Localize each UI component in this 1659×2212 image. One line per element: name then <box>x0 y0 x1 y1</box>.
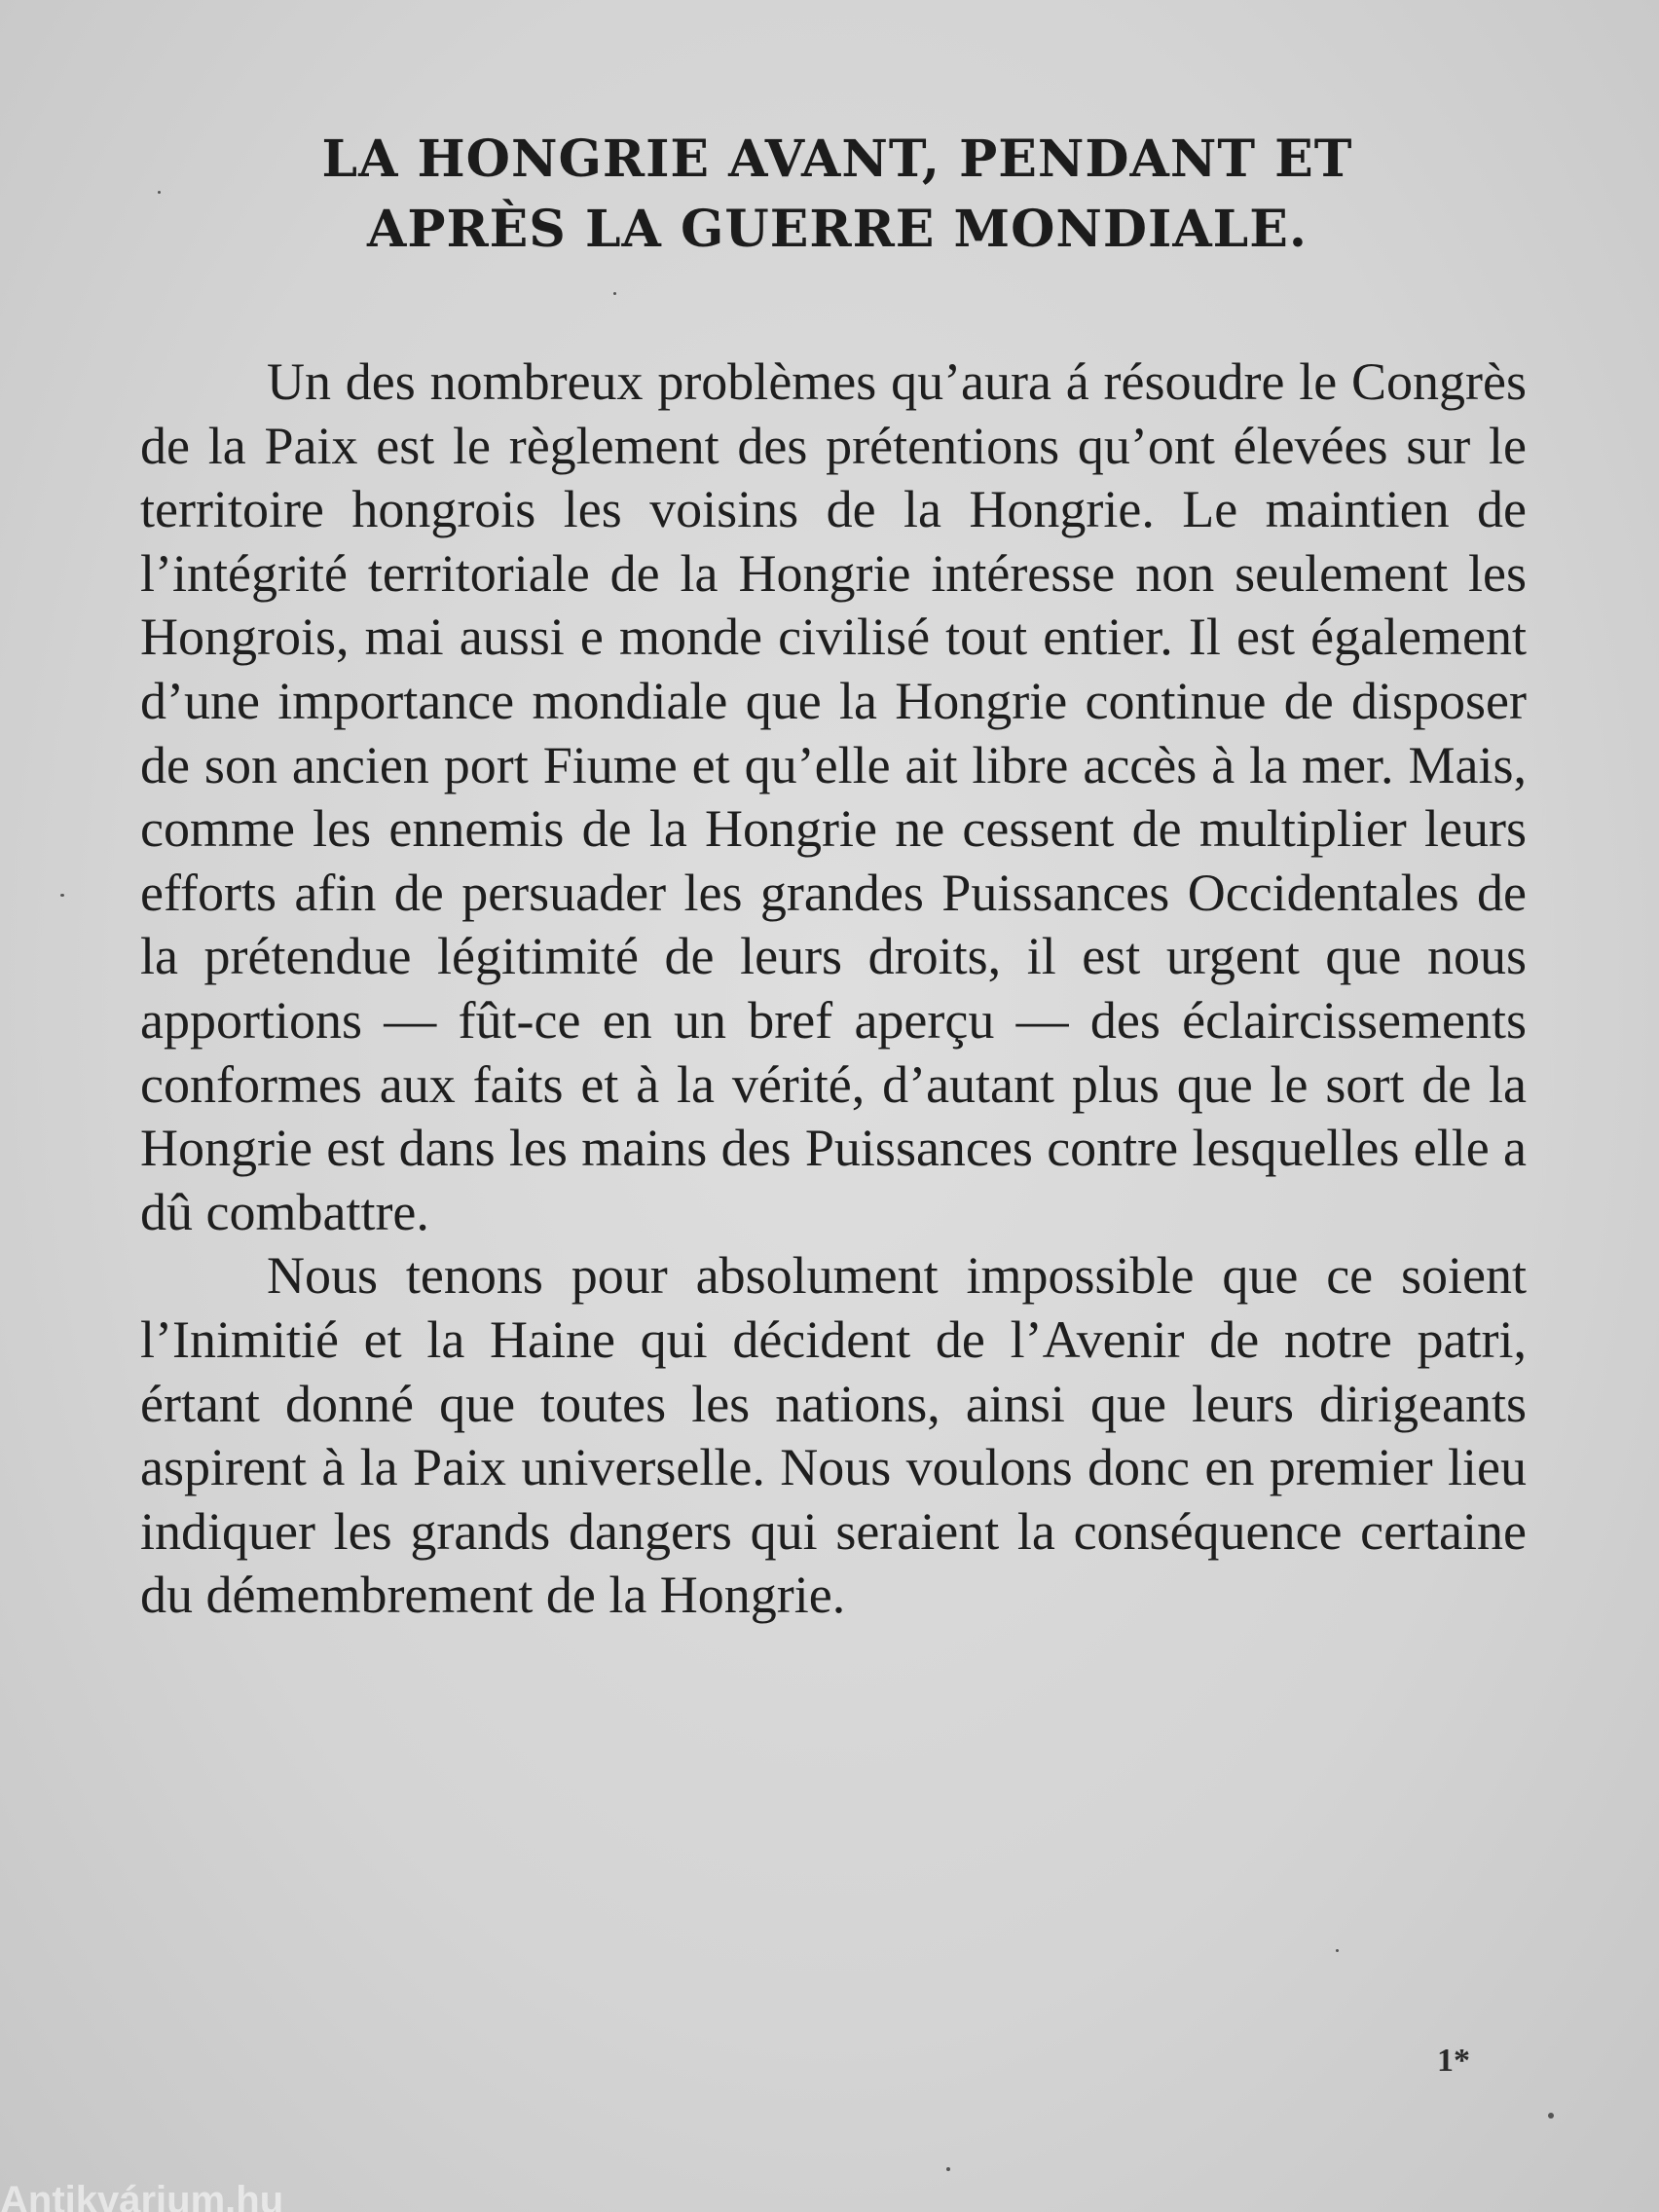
page-title <box>136 125 1538 265</box>
paragraph-2: Nous tenons pour absolument impossible que ce soient l’Inimitié et la Haine qui décident de l’Avenir de notre patri, értant donné que toutes les nations, ainsi que leurs dirigeants aspirent à la Paix universelle. Nous voulons donc en premier lieu indiquer les grands dangers qui seraient la conséquence certaine du démembrement de la Hongrie. <box>140 1246 1527 1625</box>
paper-speck <box>1336 1949 1339 1952</box>
paper-speck <box>158 191 161 194</box>
body-text <box>140 350 1527 1628</box>
paper-speck <box>613 292 616 295</box>
watermark: Antikvárium.hu <box>0 2179 284 2212</box>
title-line-1: LA HONGRIE AVANT, PENDANT ET <box>321 129 1353 189</box>
paper-speck <box>60 894 64 897</box>
paper-speck <box>946 2167 950 2171</box>
paper-speck <box>1548 2113 1554 2119</box>
page-number: 1* <box>1437 2043 1470 2079</box>
title-line-2: APRÈS LA GUERRE MONDIALE. <box>367 200 1308 259</box>
paragraph-1: Un des nombreux problèmes qu’aura á résoudre le Congrès de la Paix est le règlement des prétentions qu’ont élevées sur le territoire hongrois les voisins de la Hongrie. Le maintien de l’intégrité territoriale de la Hongrie intéresse non seulement les Hongrois, mai aussi e monde civilisé tout entier. Il est également d’une importance mondiale que la Hongrie continue de disposer de son ancien port Fiume et qu’elle ait libre accès à la mer. Mais, comme les ennemis de la Hongrie ne cessent de multiplier leurs efforts afin de persuader les grandes Puissances Occidentales de la prétendue légitimité de leurs droits, il est urgent que nous apportions — fût-ce en un bref aperçu — des éclaircissements conformes aux faits et à la vérité, d’autant plus que le sort de la Hongrie est dans les mains des Puissances contre lesquelles elle a dû combattre. <box>140 352 1527 1241</box>
